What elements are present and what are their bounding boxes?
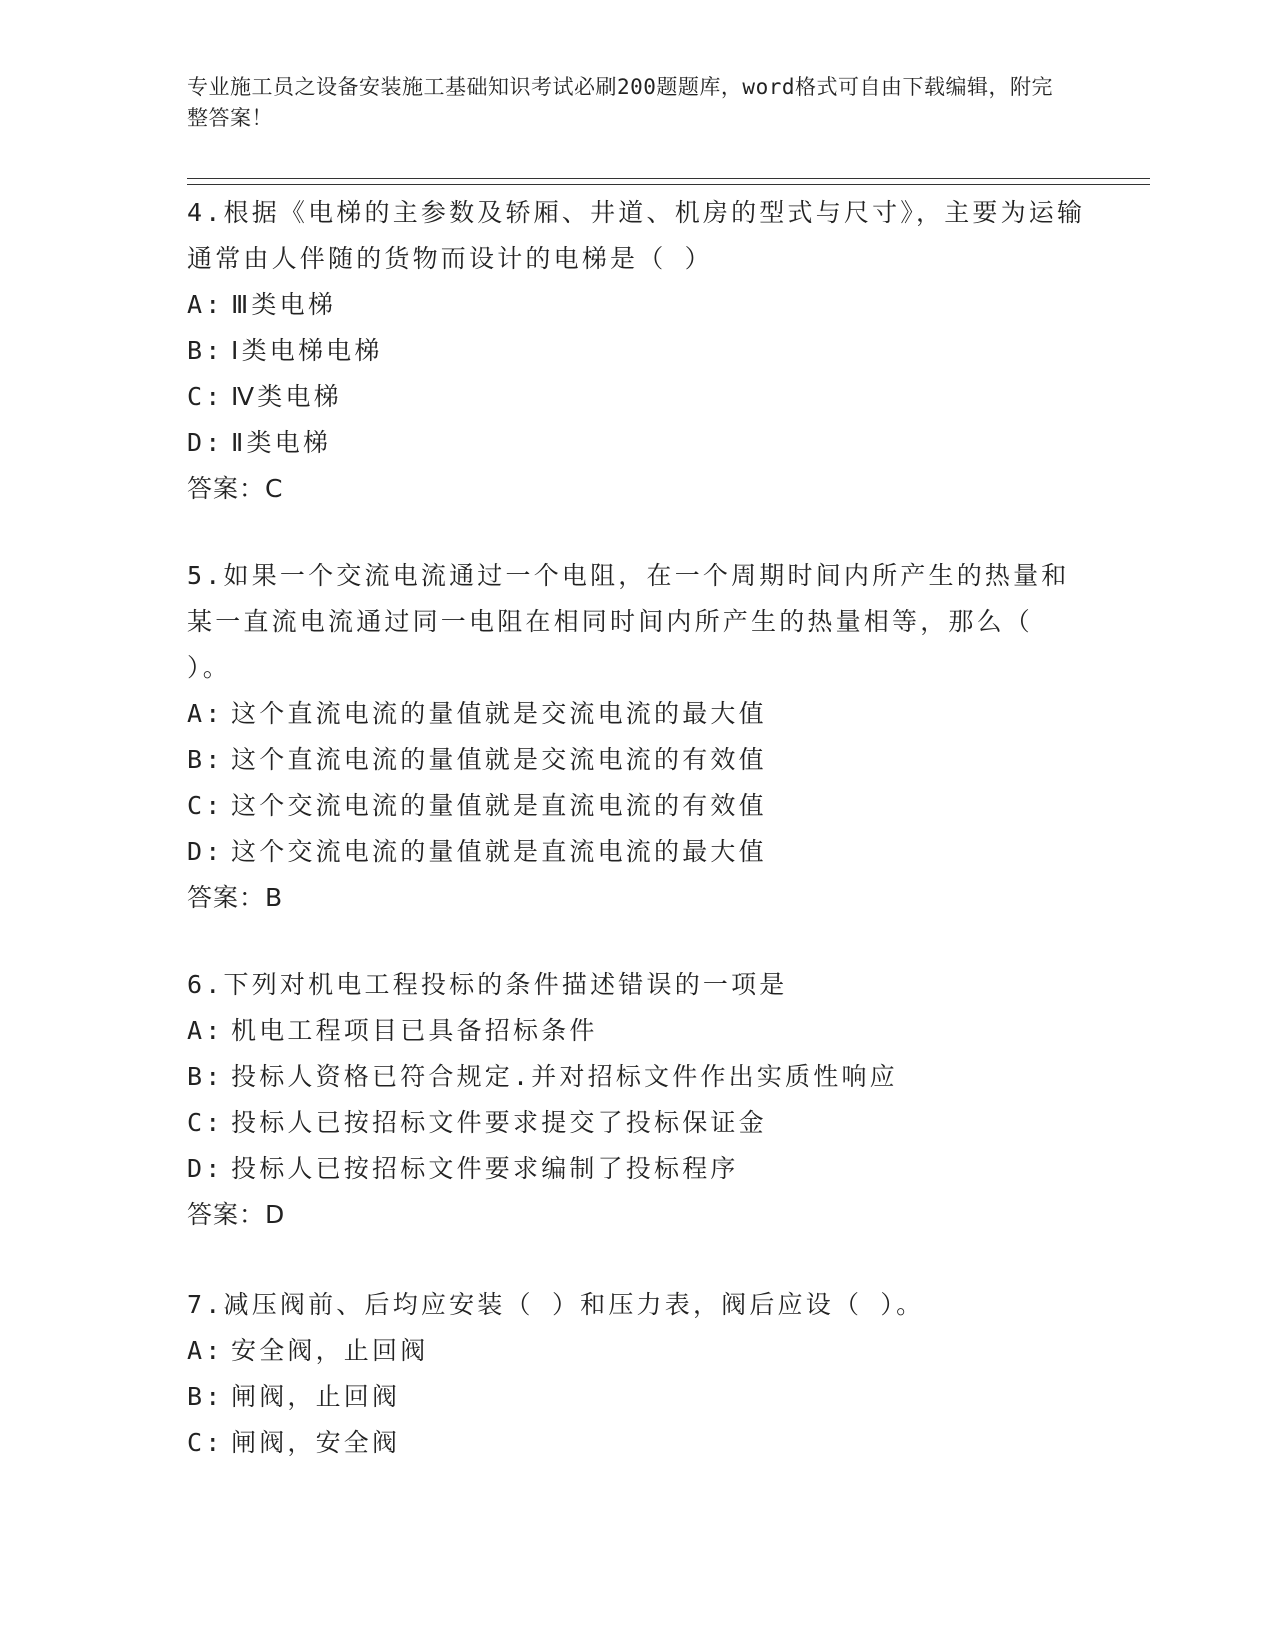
- option-key: C:: [187, 791, 224, 820]
- option-key: C:: [187, 382, 224, 411]
- option-key: B:: [187, 1062, 224, 1091]
- option-text: 投标人资格已符合规定.并对招标文件作出实质性响应: [231, 1062, 898, 1091]
- option-b: [187, 1374, 1087, 1420]
- option-d: [187, 420, 1087, 466]
- question-stem: 6.下列对机电工程投标的条件描述错误的一项是: [187, 970, 788, 999]
- option-a: [187, 282, 1087, 328]
- option-text: 这个交流电流的量值就是直流电流的有效值: [231, 791, 767, 820]
- option-text: Ⅲ类电梯: [231, 290, 337, 319]
- option-key: D:: [187, 837, 224, 866]
- option-key: C:: [187, 1428, 224, 1457]
- option-key: A:: [187, 1336, 224, 1365]
- option-a: [187, 691, 1087, 737]
- option-text: 闸阀，止回阀: [231, 1382, 401, 1411]
- option-b: [187, 737, 1087, 783]
- option-c: [187, 783, 1087, 829]
- option-list: [187, 1008, 1087, 1192]
- option-text: 安全阀，止回阀: [231, 1336, 429, 1365]
- option-text: 投标人已按招标文件要求提交了投标保证金: [231, 1108, 767, 1137]
- option-b: [187, 1054, 1087, 1100]
- option-key: D:: [187, 428, 224, 457]
- question-stem: 4.根据《电梯的主参数及轿厢、井道、机房的型式与尺寸》，主要为运输通常由人伴随的货物而设计的电梯是（ ）: [187, 198, 1086, 273]
- question-stem: 7.减压阀前、后均应安装（ ）和压力表，阀后应设（ ）。: [187, 1290, 925, 1319]
- option-text: 这个交流电流的量值就是直流电流的最大值: [231, 837, 767, 866]
- option-text: Ⅰ类电梯电梯: [231, 336, 383, 365]
- option-key: B:: [187, 1382, 224, 1411]
- option-c: [187, 1420, 1087, 1466]
- option-b: [187, 328, 1087, 374]
- option-a: [187, 1328, 1087, 1374]
- question-stem: 5.如果一个交流电流通过一个电阻，在一个周期时间内所产生的热量和某一直流电流通过同一电阻在相同时间内所产生的热量相等，那么（ ）。: [187, 561, 1070, 682]
- option-text: 这个直流电流的量值就是交流电流的最大值: [231, 699, 767, 728]
- header-divider-top: [187, 178, 1150, 179]
- option-a: [187, 1008, 1087, 1054]
- option-key: A:: [187, 699, 224, 728]
- answer-line: 答案：D: [187, 1200, 286, 1229]
- option-key: A:: [187, 1016, 224, 1045]
- option-d: [187, 829, 1087, 875]
- option-key: C:: [187, 1108, 224, 1137]
- option-c: [187, 1100, 1087, 1146]
- option-text: 这个直流电流的量值就是交流电流的有效值: [231, 745, 767, 774]
- question-5: [187, 553, 1087, 921]
- option-list: [187, 282, 1087, 466]
- page-header-title: 专业施工员之设备安装施工基础知识考试必刷200题题库，word格式可自由下载编辑，附完整答案！: [187, 75, 1053, 130]
- option-d: [187, 1146, 1087, 1192]
- option-list: [187, 691, 1087, 875]
- option-key: A:: [187, 290, 224, 319]
- option-list: [187, 1328, 1087, 1466]
- question-6: [187, 962, 1087, 1238]
- header-divider-bottom: [187, 184, 1150, 185]
- answer-line: 答案：C: [187, 474, 284, 503]
- question-7: [187, 1282, 1087, 1466]
- option-text: Ⅳ类电梯: [231, 382, 342, 411]
- option-text: 投标人已按招标文件要求编制了投标程序: [231, 1154, 739, 1183]
- option-text: 闸阀，安全阀: [231, 1428, 401, 1457]
- question-4: [187, 190, 1087, 512]
- answer-line: 答案：B: [187, 883, 284, 912]
- option-text: Ⅱ类电梯: [231, 428, 332, 457]
- option-key: B:: [187, 336, 224, 365]
- option-key: D:: [187, 1154, 224, 1183]
- option-key: B:: [187, 745, 224, 774]
- option-text: 机电工程项目已具备招标条件: [231, 1016, 598, 1045]
- option-c: [187, 374, 1087, 420]
